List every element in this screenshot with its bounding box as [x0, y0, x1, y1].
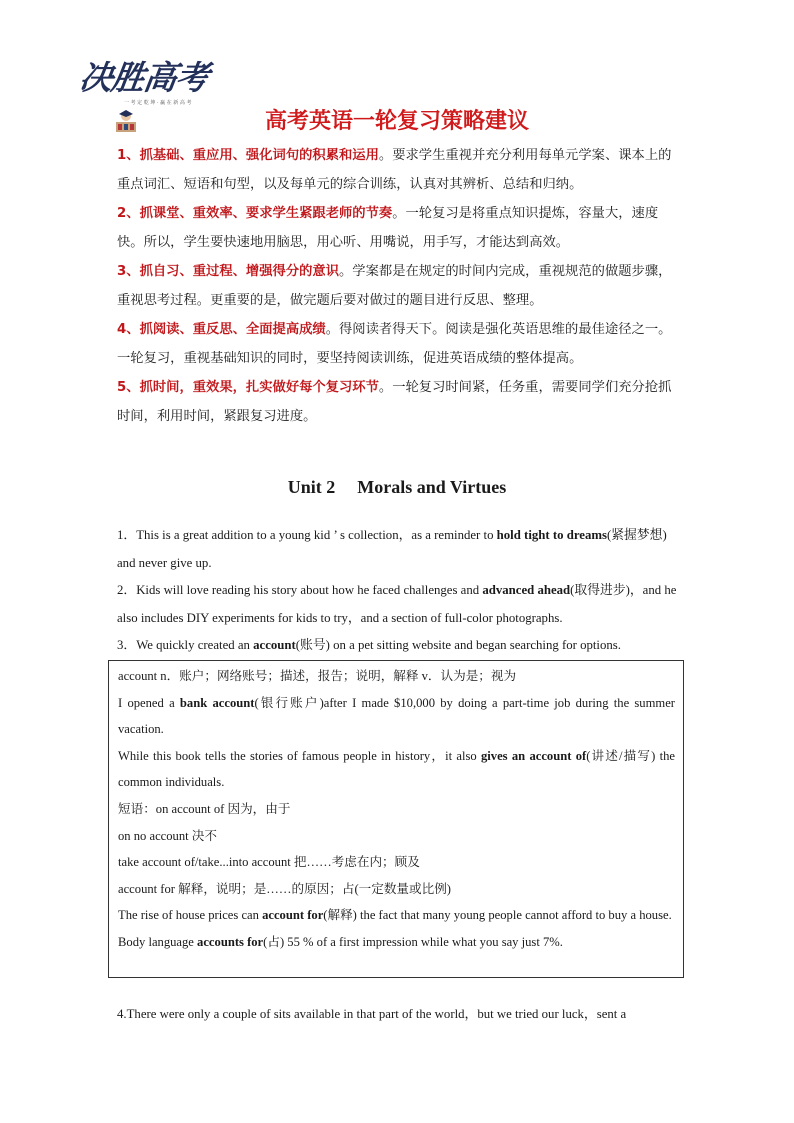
example-text: Body language: [118, 934, 198, 949]
example-text: (解释) the fact that many young people cannot afford to buy a house.: [323, 908, 672, 923]
list-item: [117, 522, 682, 577]
example-sentences: [117, 522, 682, 660]
example-keyword: accounts for: [197, 934, 264, 949]
item-text: 2．Kids will love reading his story about how he faced challenges and: [117, 583, 483, 597]
tip-number: 5、: [117, 380, 140, 395]
tip-item: [117, 141, 682, 199]
example-keyword: account for: [262, 908, 324, 923]
page-title: 高考英语一轮复习策略建议: [264, 109, 529, 134]
tip-highlight: 抓自习、重过程、增强得分的意识: [139, 264, 340, 279]
example-text: While this book tells the stories of famous people in history，it also: [118, 748, 481, 763]
example: [118, 743, 675, 796]
tip-item: [117, 315, 682, 373]
logo-subtitle: 一 考 定 乾 坤 · 赢 在 新 高 考: [124, 100, 192, 106]
tip-text: 。一轮复习是将重点知识提炼，容量大，速度快。所以，学生要快速地用脑思，用心听、用嘴说，用手写，才能达到高效。: [117, 206, 659, 250]
list-item: 4.There were only a couple of sits available in that part of the world，but we tried our luck，sent a: [117, 1007, 627, 1021]
example-text: I opened a: [118, 695, 180, 710]
example-text: The rise of house prices can: [118, 908, 263, 923]
tip-highlight: 抓阅读、重反思、全面提高成绩: [139, 322, 326, 337]
list-item: [117, 577, 682, 632]
vocab-box: [108, 660, 684, 978]
example: [118, 902, 675, 929]
item-text: (紧握梦想) and never give up.: [117, 528, 667, 570]
example: [118, 690, 675, 743]
tip-highlight: 抓时间，重效果，扎实做好每个复习环节: [139, 380, 379, 395]
logo-text: 决胜高考: [76, 58, 211, 97]
example-text: (银行账户)after I made $10,000 by doing a part-time job during the summer vacation.: [118, 695, 675, 737]
item-keyword: advanced ahead: [482, 583, 571, 597]
tip-text: 。要求学生重视并充分利用每单元学案、课本上的重点词汇、短语和句型，以及每单元的综合训练，认真对其辨析、总结和归纳。: [117, 148, 672, 192]
example-text: (讲述/描写) the common individuals.: [118, 748, 676, 790]
tip-item: [117, 257, 682, 315]
tip-text: 。学案都是在规定的时间内完成，重视规范的做题步骤，重视思考过程。更重要的是，做完题后要对做过的题目进行反思、整理。: [117, 264, 672, 308]
phrase: 短语：on account of 因为，由于: [118, 801, 291, 816]
unit-heading: [0, 477, 794, 498]
tip-item: [117, 199, 682, 257]
item-text: (取得进步)，and he also includes DIY experiments for kids to try，and a section of full-color photographs.: [117, 583, 677, 625]
phrase: account for 解释，说明；是……的原因；占(一定数量或比例): [118, 881, 451, 896]
item-keyword: hold tight to dreams: [496, 528, 607, 542]
item-text: 3．We quickly created an: [117, 638, 254, 652]
tip-number: 3、: [117, 264, 140, 279]
item-text: (账号) on a pet sitting website and began searching for options.: [295, 638, 621, 652]
example-text: (占) 55 % of a first impression while what you say just 7%.: [263, 934, 563, 949]
tip-text: 。得阅读者得天下。阅读是强化英语思维的最佳途径之一。一轮复习，重视基础知识的同时，要坚持阅读训练，促进英语成绩的整体提高。: [117, 322, 672, 366]
tip-number: 1、: [117, 148, 140, 163]
tip-number: 4、: [117, 322, 140, 337]
tip-item: [117, 373, 682, 431]
example-keyword: bank account: [179, 695, 255, 710]
strategy-tips: [117, 141, 682, 431]
item-keyword: account: [253, 638, 296, 652]
tip-number: 2、: [117, 206, 140, 221]
tip-highlight: 抓基础、重应用、强化词句的积累和运用: [139, 148, 379, 163]
example-keyword: gives an account of: [480, 748, 587, 763]
example: [118, 929, 675, 956]
item-text: 1．This is a great addition to a young kid ’ s collection，as a reminder to: [117, 528, 497, 542]
tip-highlight: 抓课堂、重效率、要求学生紧跟老师的节奏: [139, 206, 393, 221]
definition: account n．账户；网络账号；描述，报告；说明，解释 v．认为是；视为: [118, 669, 517, 683]
tip-text: 。一轮复习时间紧，任务重，需要同学们充分抢抓时间，利用时间，紧跟复习进度。: [117, 380, 672, 424]
list-item: [117, 632, 682, 660]
unit-name: Morals and Virtues: [357, 477, 507, 497]
phrase: on no account 决不: [118, 828, 217, 843]
phrase: take account of/take...into account 把……考虑在内；顾及: [118, 855, 420, 870]
unit-label: Unit 2: [287, 477, 336, 497]
